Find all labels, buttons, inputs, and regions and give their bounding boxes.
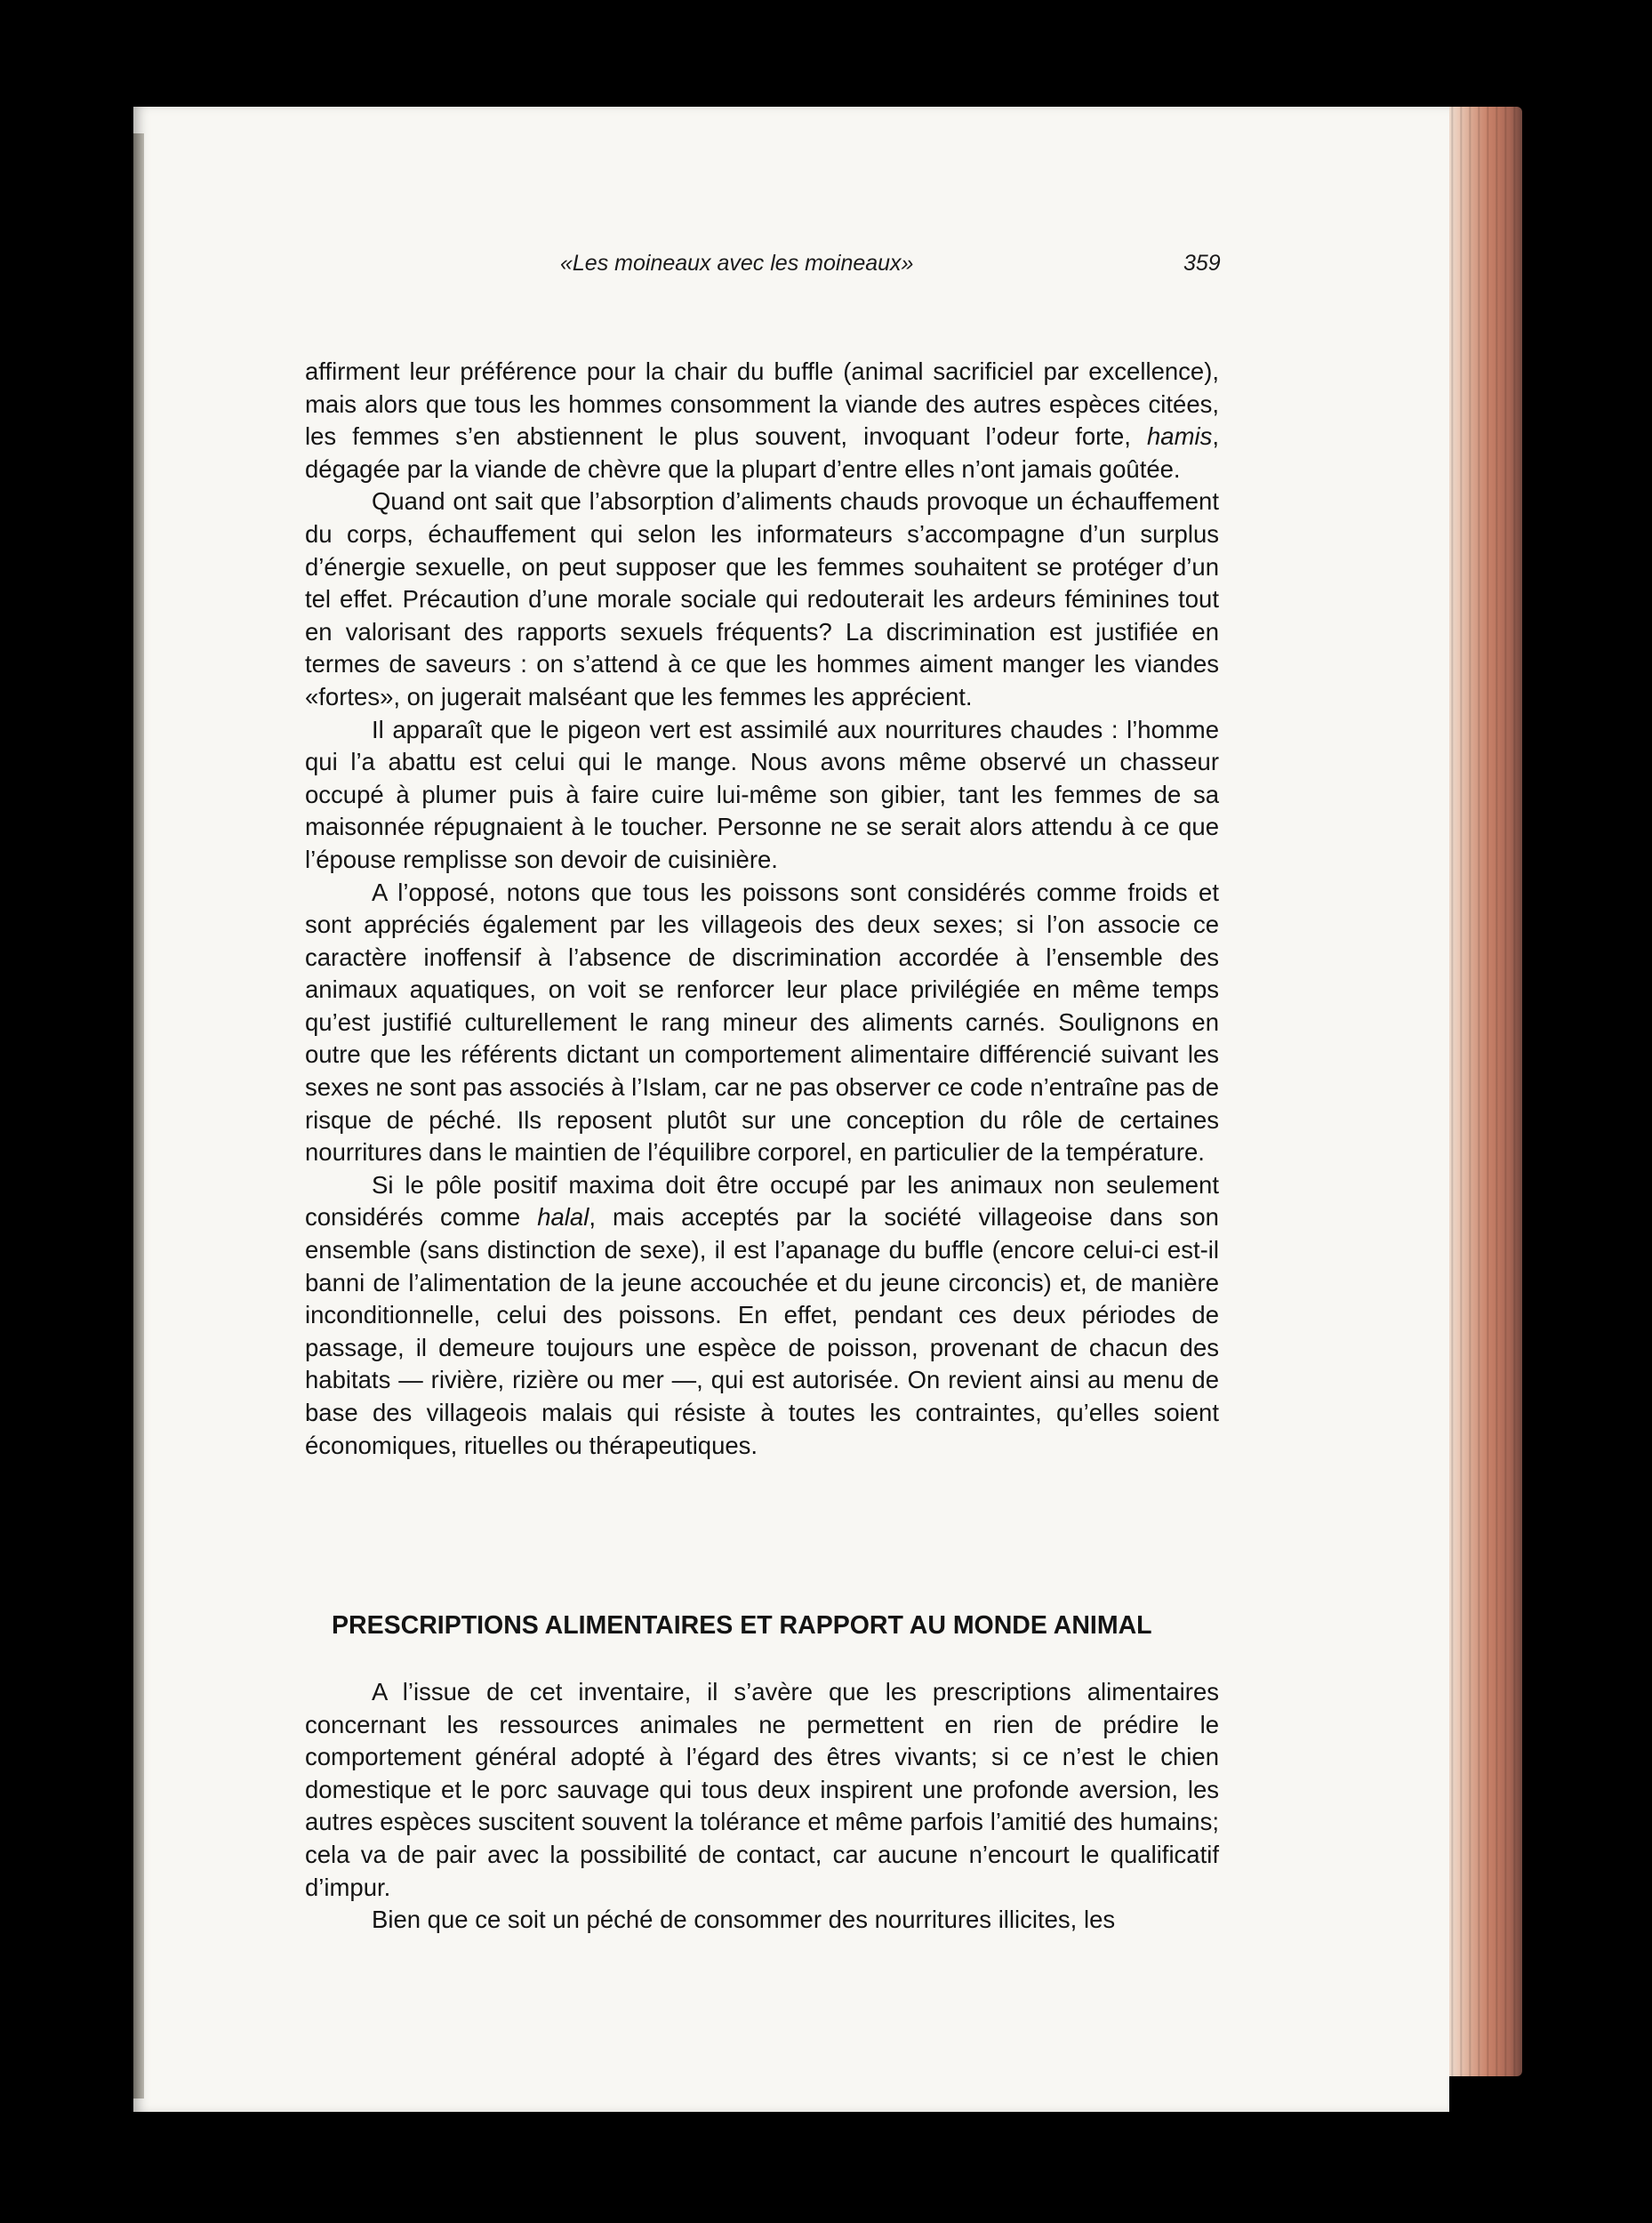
paragraph: A l’issue de cet inventaire, il s’avère que les prescriptions alimentaires concernant les ressources animales ne permettent en rien de prédire le comportement général adopté à l’égard des êtres vivants; si ce n’est le chien domestique et le porc sauvage qui tous deux inspirent une profonde aversion, les autres espèces suscitent souvent la tolérance et même parfois l’amitié des humains; cela va de pair avec la possibilité de contact, car aucune n’encourt le qualificatif d’impur.	[305, 1678, 1219, 1901]
paragraph: Bien que ce soit un péché de consommer des nourritures illicites, les	[372, 1906, 1116, 1934]
body-text	[305, 356, 1219, 1462]
page-gutter-shadow	[133, 133, 144, 2099]
paragraph: A l’opposé, notons que tous les poissons sont considérés comme froids et sont appréciés également par les villageois des deux sexes; si l’on associe ce caractère inoffensif à l’absence de discrimination accordée à l’ensemble des animaux aquatiques, on voit se renforcer leur place privilégiée en même temps qu’est justifié culturellement le rang mineur des aliments carnés. Soulignons en outre que les référents dictant un comportement alimentaire différencié suivant les sexes ne sont pas associés à l’Islam, car ne pas observer ce code n’entraîne pas de risque de péché. Ils reposent plutôt sur une conception du rôle de certaines nourritures dans le maintien de l’équilibre corporel, en particulier de la température.	[305, 878, 1219, 1167]
paragraph: Quand ont sait que l’absorption d’aliments chauds provoque un échauffement du corps, échauffement qui selon les informateurs s’accompagne d’un surplus d’énergie sexuelle, on peut supposer que les femmes souhaitent se protéger d’un tel effet. Précaution d’une morale sociale qui redouterait les ardeurs féminines tout en valorisant des rapports sexuels fréquents? La discrimination est justifiée en termes de saveurs : on s’attend à ce que les hommes aiment manger les viandes «fortes», on jugerait malséant que les femmes les apprécient.	[305, 487, 1219, 710]
running-head: «Les moineaux avec les moineaux»	[560, 251, 914, 276]
paragraph: affirment leur préférence pour la chair du buffle (animal sacrificiel par excellence), mais alors que tous les hommes consomment la viande des autres espèces citées, les femmes s’en abstiennent le plus souvent, invoquant l’odeur forte, hamis, dégagée par la viande de chèvre que la plupart d’entre elles n’ont jamais goûtée.	[305, 357, 1219, 483]
italic-term: halal	[537, 1203, 589, 1232]
section-body-text	[305, 1676, 1219, 1937]
page-number: 359	[1183, 251, 1221, 276]
section-heading: PRESCRIPTIONS ALIMENTAIRES ET RAPPORT AU MONDE ANIMAL	[332, 1611, 1152, 1640]
book-page-edges-stripes	[1445, 107, 1520, 2076]
italic-term: hamis	[1147, 422, 1213, 451]
paragraph: Il apparaît que le pigeon vert est assimilé aux nourritures chaudes : l’homme qui l’a abattu est celui qui le mange. Nous avons même observé un chasseur occupé à plumer puis à faire cuire lui-même son gibier, tant les femmes de sa maisonnée répugnaient à le toucher. Personne ne se serait alors attendu à ce que l’épouse remplisse son devoir de cuisinière.	[305, 715, 1219, 873]
paragraph: Si le pôle positif maxima doit être occupé par les animaux non seulement considérés comme halal, mais acceptés par la société villageoise dans son ensemble (sans distinction de sexe), il est l’apanage du buffle (encore celui-ci est-il banni de l’alimentation de la jeune accouchée et du jeune circoncis) et, de manière inconditionnelle, celui des poissons. En effet, pendant ces deux périodes de passage, il demeure toujours une espèce de poisson, provenant de chacun des habitats — rivière, rizière ou mer —, qui est autorisée. On revient ainsi au menu de base des villageois malais qui résiste à toutes les contraintes, qu’elles soient économiques, rituelles ou thérapeutiques.	[305, 1170, 1219, 1459]
